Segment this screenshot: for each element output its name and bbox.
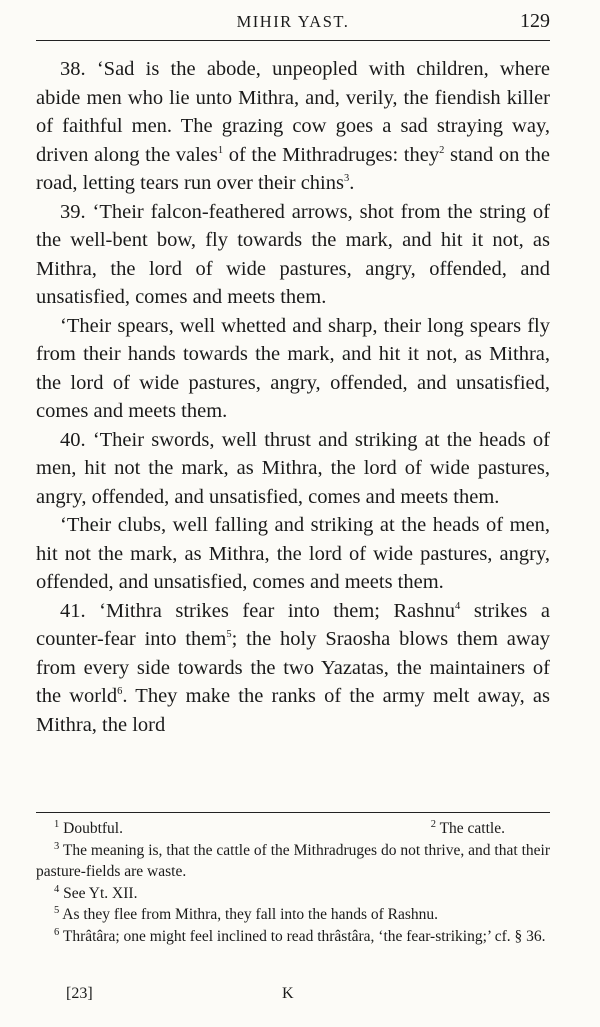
footnote-ref: 4 — [455, 600, 461, 612]
footnote-text: As they flee from Mithra, they fall into the hands of Rashnu. — [59, 906, 439, 923]
paragraph-spears: ‘Their spears, well whetted and sharp, their long spears fly from their hands towards the mark, and hit it not, as Mithra, the lord of wide pastures, angry, offended, and unsatisfied, comes and meets them. — [36, 314, 550, 422]
footnote-4 — [36, 883, 550, 905]
footnote-ref: 6 — [117, 686, 123, 698]
page-header — [36, 10, 550, 36]
footnote-text: The meaning is, that the cattle of the Mithradruges do not thrive, and that their pasture-fields are waste. — [36, 841, 550, 880]
paragraph-41 — [36, 597, 550, 740]
footnote-5 — [36, 904, 550, 926]
volume-signature: [23] — [66, 985, 93, 1002]
footnotes — [36, 818, 550, 947]
footnote-3 — [36, 840, 550, 883]
footnote-rule — [36, 812, 550, 813]
footnote-mark: 1 — [54, 818, 60, 830]
text-run: 38. ‘Sad is the abode, unpeopled with children, where abide men who lie unto Mithra, and, verily, the fiendish killer of faithful men. The grazing cow goes a sad straying way, driven along the vales — [36, 58, 550, 166]
header-rule — [36, 40, 550, 41]
footnote-text: Thrâtâra; one might feel inclined to read thrâstâra, ‘the fear-striking;’ cf. § 36. — [59, 927, 546, 945]
footnote-row — [36, 818, 550, 840]
main-text — [36, 55, 550, 739]
footnote-mark: 6 — [54, 926, 60, 938]
text-run: . — [349, 172, 355, 194]
footnote-text: Doubtful. — [59, 820, 123, 837]
paragraph-39: 39. ‘Their falcon-feathered arrows, shot from the string of the well-bent bow, fly towards the mark, and hit it not, as Mithra, the lord of wide pastures, angry, offended, and unsatisfied, comes and meets them. — [36, 200, 550, 308]
text-run: 41. ‘Mithra strikes fear into them; Rashnu — [60, 599, 456, 622]
footnote-6 — [36, 926, 550, 948]
text-run: strikes a counter-fear into them — [36, 599, 550, 650]
footnote-mark: 5 — [54, 904, 60, 916]
footnote-ref: 5 — [226, 629, 232, 641]
paragraph-clubs: ‘Their clubs, well falling and striking at the heads of men, hit not the mark, as Mithra, the lord of wide pastures, angry, offended, and unsatisfied, comes and meets them. — [36, 514, 550, 593]
footnote-2 — [431, 818, 505, 840]
running-title: MIHIR YAST. — [236, 12, 350, 31]
footnote-ref: 1 — [217, 144, 224, 156]
text-run: of the Mithradruges: they — [223, 143, 440, 166]
footnote-1 — [54, 818, 123, 840]
footnote-text: See Yt. XII. — [59, 884, 138, 902]
signature-letter: K — [282, 985, 294, 1002]
footnote-mark: 3 — [54, 840, 60, 852]
text-run: ; the holy Sraosha blows them away from every side towards the two Yazatas, the maintainers of the world — [36, 628, 550, 707]
footnote-mark: 4 — [54, 883, 60, 895]
paragraph-38 — [36, 55, 550, 198]
page-number: 129 — [520, 10, 550, 32]
footnote-ref: 3 — [343, 173, 350, 185]
footnote-ref: 2 — [439, 144, 445, 156]
text-run: stand on the road, letting tears run over their chins — [36, 143, 550, 194]
footnote-text: The cattle. — [435, 820, 505, 837]
footnote-mark: 2 — [430, 818, 436, 830]
paragraph-40: 40. ‘Their swords, well thrust and striking at the heads of men, hit not the mark, as Mithra, the lord of wide pastures, angry, offended, and unsatisfied, comes and meets them. — [36, 428, 550, 508]
text-run: . They make the ranks of the army melt away, as Mithra, the lord — [36, 685, 550, 736]
